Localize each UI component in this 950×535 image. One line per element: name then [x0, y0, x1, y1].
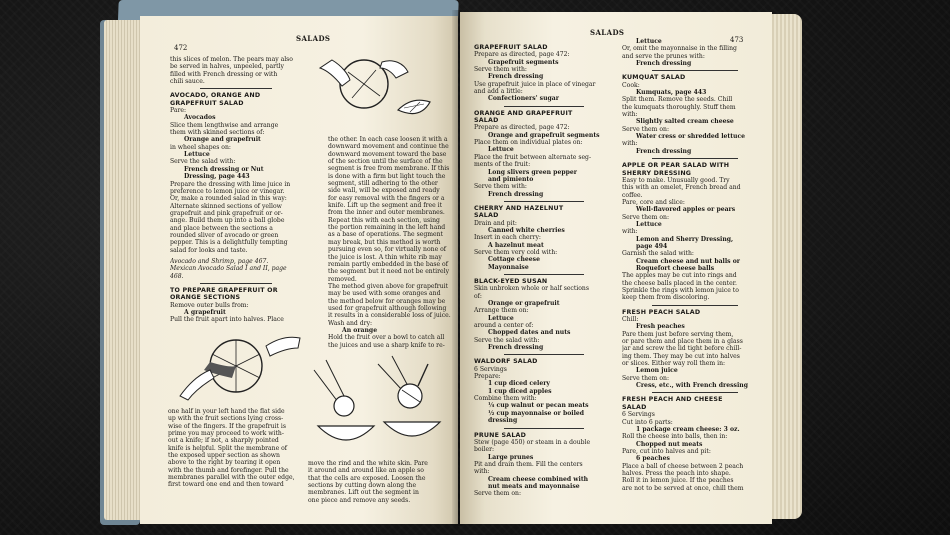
text-line: Mexican Avocado Salad I and II, page: [170, 265, 287, 273]
text-line: first toward one end and then toward: [168, 481, 284, 489]
ingredient-line: French dressing: [488, 190, 544, 198]
text-line: Place a ball of cheese between 2 peach: [622, 462, 744, 470]
text-line: remain partly embedded in the base of: [328, 260, 448, 268]
right-page-header: SALADS: [590, 28, 625, 37]
text-line: Remove outer bulls from:: [170, 301, 249, 309]
ingredient-line: dressing: [488, 417, 518, 425]
text-line: grapefruit and pink grapefruit or or-: [170, 209, 283, 217]
ingredient-line: Lettuce: [488, 314, 514, 322]
text-line: it around and around like an apple so: [308, 467, 424, 475]
text-line: filled with French dressing or with: [170, 70, 278, 78]
ingredient-line: Cress, etc., with French dressing: [636, 382, 748, 390]
recipe-heading: TO PREPARE GRAPEFRUIT OR: [170, 286, 278, 294]
text-line: Insert in each cherry:: [474, 234, 541, 242]
ingredient-line: nut meats and mayonnaise: [488, 482, 580, 490]
text-line: The apples may be cut into rings and: [622, 272, 737, 280]
text-line: Place them on individual plates on:: [474, 139, 583, 147]
text-line: of:: [474, 292, 482, 300]
left-column-1-bottom: [168, 408, 302, 489]
ingredient-line: page 494: [636, 242, 668, 250]
ingredient-line: An orange: [342, 326, 378, 334]
text-line: with:: [622, 111, 638, 119]
recipe-heading: ORANGE AND GRAPEFRUIT: [474, 109, 573, 117]
text-line: side wall, will be exposed and ready: [328, 187, 440, 195]
text-line: Or, omit the mayonnaise in the filling: [622, 45, 737, 53]
page-edges-left: [104, 20, 144, 520]
text-line: knife is helpful. Split the membrane of: [168, 444, 288, 452]
text-line: coffee.: [622, 191, 643, 199]
recipe-heading: SALAD: [622, 403, 647, 411]
section-divider: [504, 274, 584, 275]
page-edges-right: [768, 14, 802, 519]
text-line: rounded sliver of avocado or green: [170, 231, 279, 239]
text-line: Easy to make. Unusually good. Try: [622, 176, 730, 184]
recipe-heading: AVOCADO, ORANGE AND: [170, 92, 261, 100]
text-line: Combine them with:: [474, 395, 537, 403]
text-line: halves. Press the peach into shape.: [622, 469, 731, 477]
ingredient-line: Lettuce: [184, 151, 210, 159]
text-line: with:: [622, 140, 638, 148]
text-line: them with skinned sections of:: [170, 129, 265, 137]
text-line: Stew (page 450) or steam in a double: [474, 438, 591, 446]
text-line: Pare:: [170, 107, 187, 115]
ingredient-line: Lettuce: [636, 220, 662, 228]
text-line: Serve the salad with:: [170, 158, 236, 166]
section-divider: [504, 428, 584, 429]
text-line: knife. Lift up the segment and free it: [328, 202, 443, 210]
recipe-heading: FRESH PEACH AND CHEESE: [622, 396, 723, 404]
recipe-heading: GRAPEFRUIT SALAD: [474, 44, 548, 51]
ingredient-line: French dressing: [488, 73, 544, 81]
text-line: are not to be served at once, chill them: [622, 484, 744, 492]
ingredient-line: Well-flavored apples or pears: [636, 206, 736, 214]
ingredient-line: Lettuce: [636, 38, 662, 45]
ingredient-line: ¼ cup walnut or pecan meats: [488, 402, 589, 410]
text-line: removed.: [328, 275, 357, 283]
ingredient-line: Long slivers green pepper: [488, 168, 577, 176]
text-line: Roll it in lemon juice. If the peaches: [622, 477, 734, 485]
text-line: Wash and dry:: [328, 319, 373, 327]
ingredient-line: Slightly salted cream cheese: [636, 118, 734, 126]
ingredient-line: A hazelnut meat: [488, 241, 544, 249]
text-line: is done with a firm but light touch the: [328, 172, 446, 180]
left-column-1: [170, 56, 302, 324]
ingredient-line: Dressing, page 443: [184, 173, 250, 181]
grapefruit-hands-illustration-top: [312, 50, 450, 134]
recipe-heading: KUMQUAT SALAD: [622, 74, 686, 82]
text-line: this with an omelet, French bread and: [622, 184, 741, 192]
text-line: one half in your left hand the flat side: [168, 408, 285, 415]
text-line: Repeat this with each section, using: [328, 216, 440, 224]
text-line: may be used with some oranges and: [328, 290, 441, 298]
text-line: ange. Build them up into a ball globe: [170, 217, 285, 225]
text-line: preference to lemon juice or vinegar.: [170, 187, 285, 195]
text-line: Chill:: [622, 316, 639, 324]
ingredient-line: Cottage cheese: [488, 256, 540, 264]
text-line: Sprinkle the rings with lemon juice to: [622, 287, 739, 294]
ingredient-line: French dressing: [636, 60, 692, 68]
text-line: Place the fruit between alternate seg-: [474, 153, 592, 161]
text-line: the juice is lost. A thin white rib may: [328, 253, 442, 261]
text-line: with:: [474, 468, 490, 476]
text-line: salad for looks and taste.: [170, 246, 248, 254]
text-line: as a base of operations. The segment: [328, 231, 443, 239]
recipe-heading: CHERRY AND HAZELNUT: [474, 204, 564, 212]
ingredient-line: A grapefruit: [184, 309, 226, 316]
orange-bowl-illustration: [308, 350, 450, 454]
text-line: downward movement toward the base: [328, 150, 447, 158]
text-line: and place between the sections a: [170, 224, 273, 232]
text-line: Skin unbroken whole or half sections: [474, 285, 589, 293]
text-line: boiler:: [474, 446, 495, 454]
text-line: Avocado and Shrimp, page 467.: [170, 257, 269, 265]
ingredient-line: French dressing: [636, 147, 692, 155]
ingredient-line: Canned white cherries: [488, 226, 565, 234]
recipe-heading: SHERRY DRESSING: [622, 169, 692, 177]
text-line: the juices and use a sharp knife to re-: [328, 341, 445, 349]
text-line: 6 Servings: [474, 365, 507, 373]
text-line: Prepare the dressing with lime juice in: [170, 180, 291, 188]
text-line: Cook:: [622, 81, 640, 89]
text-line: and serve the prunes with:: [622, 52, 705, 60]
text-line: pursuing even so, for virtually none of: [328, 246, 447, 254]
text-line: Serve them with:: [474, 66, 527, 74]
text-line: Pare, core and slice:: [622, 198, 685, 206]
text-line: the kumquats thoroughly. Stuff them: [622, 103, 736, 111]
text-line: Serve them very cold with:: [474, 248, 558, 256]
text-line: Serve them on:: [474, 490, 522, 498]
text-line: segment, still adhering to the other: [328, 180, 438, 188]
text-line: segment is free from membrane. If this: [328, 165, 450, 173]
text-line: 468.: [170, 272, 184, 280]
section-divider: [504, 106, 584, 107]
ingredient-line: Grapefruit segments: [488, 58, 559, 66]
ingredient-line: Kumquats, page 443: [636, 89, 707, 97]
ingredient-line: Fresh peaches: [636, 323, 685, 331]
ingredient-line: Large prunes: [488, 453, 534, 461]
section-divider: [652, 158, 738, 159]
left-page: [140, 16, 458, 524]
text-line: 6 Servings: [622, 411, 655, 419]
ingredient-line: French dressing: [488, 344, 544, 352]
text-line: the other. In each case loosen it with a: [328, 136, 448, 143]
text-line: Pare, cut into halves and pit:: [622, 447, 711, 455]
ingredient-line: Roquefort cheese balls: [636, 264, 715, 272]
ingredient-line: Chopped nut meats: [636, 440, 703, 448]
text-line: Use grapefruit juice in place of vinegar: [474, 80, 596, 88]
ingredient-line: ½ cup mayonnaise or boiled: [488, 409, 585, 417]
text-line: Roll the cheese into balls, then in:: [622, 433, 728, 441]
text-line: Serve them on:: [622, 213, 670, 221]
text-line: sections by cutting down along the: [308, 482, 417, 490]
text-line: Serve them with:: [474, 183, 527, 191]
text-line: used for grapefruit although following: [328, 304, 447, 312]
ingredient-line: 1 cup diced celery: [488, 380, 550, 388]
text-line: of the section until the surface of the: [328, 158, 443, 166]
section-divider: [652, 305, 738, 306]
text-line: Cut into 6 parts:: [622, 418, 673, 426]
grapefruit-section-illustration: [170, 326, 310, 406]
left-column-2-bottom: [308, 460, 450, 504]
text-line: Serve them on:: [622, 125, 670, 133]
text-line: it results in a considerable loss of juice.: [328, 312, 451, 320]
text-line: Alternate skinned sections of yellow: [170, 202, 282, 210]
section-divider: [200, 283, 272, 284]
text-line: Drain and pit:: [474, 219, 517, 227]
recipe-heading: SALAD: [474, 117, 499, 125]
text-line: wise of the fingers. If the grapefruit is: [168, 422, 286, 430]
ingredient-line: Avocados: [184, 114, 216, 122]
section-divider: [200, 88, 272, 89]
text-line: Or, make a rounded salad in this way:: [170, 195, 287, 203]
ingredient-line: Lemon and Sherry Dressing,: [636, 235, 734, 243]
text-line: and add a little:: [474, 88, 523, 96]
recipe-heading: APPLE OR PEAR SALAD WITH: [622, 162, 730, 170]
section-divider: [504, 201, 584, 202]
text-line: the portion remaining in the left hand: [328, 224, 446, 232]
recipe-heading: PRUNE SALAD: [474, 431, 527, 439]
ingredient-line: Orange and grapefruit segments: [488, 131, 600, 139]
ingredient-line: Mayonnaise: [488, 263, 529, 271]
left-page-number: 472: [174, 44, 188, 52]
left-column-2: [328, 136, 458, 349]
ingredient-line: 6 peaches: [636, 455, 670, 463]
ingredient-line: Water cress or shredded lettuce: [636, 133, 746, 141]
recipe-heading: BLACK-EYED SUSAN: [474, 277, 548, 285]
text-line: jar and screw the lid tight before chill-: [622, 345, 742, 353]
ingredient-line: Lettuce: [488, 146, 514, 154]
ingredient-line: French dressing or Nut: [184, 165, 264, 173]
text-line: up with the fruit sections lying cross-: [168, 415, 284, 423]
text-line: Serve the salad with:: [474, 336, 540, 344]
ingredient-line: Orange or grapefruit: [488, 300, 560, 307]
recipe-heading: SALAD: [474, 212, 499, 220]
right-page-number: 473: [730, 36, 744, 44]
text-line: ments of the fruit:: [474, 161, 531, 169]
text-line: with:: [622, 228, 638, 236]
text-line: prime you may proceed to work with-: [168, 430, 284, 438]
text-line: Pare them just before serving them,: [622, 330, 734, 338]
text-line: move the rind and the white skin. Pare: [308, 460, 428, 467]
ingredient-line: Cream cheese combined with: [488, 475, 589, 483]
text-line: ing them. They may be cut into halves: [622, 352, 740, 360]
section-divider: [652, 70, 738, 71]
text-line: the segment but it need not be entirely: [328, 268, 450, 276]
text-line: the cheese balls placed in the center.: [622, 279, 737, 287]
right-column-1: [474, 44, 614, 498]
ingredient-line: and pimiento: [488, 175, 534, 183]
text-line: out a knife; if not, a sharply pointed: [168, 437, 279, 445]
text-line: in wheel shapes on:: [170, 143, 231, 151]
recipe-heading: ORANGE SECTIONS: [170, 294, 241, 302]
ingredient-line: 1 cup diced apples: [488, 387, 552, 395]
recipe-heading: FRESH PEACH SALAD: [622, 308, 701, 316]
text-line: may break, but this method is worth: [328, 238, 441, 246]
text-line: around a center of:: [474, 322, 534, 330]
text-line: the exposed upper section as shown: [168, 452, 280, 460]
text-line: Slice them lengthwise and arrange: [170, 121, 279, 129]
text-line: or slices. Either way roll them in:: [622, 360, 726, 368]
text-line: Hold the fruit over a bowl to catch all: [328, 334, 445, 342]
ingredient-line: Chopped dates and nuts: [488, 329, 571, 337]
recipe-heading: WALDORF SALAD: [474, 358, 538, 366]
text-line: above to the right by tearing it open: [168, 459, 281, 467]
section-divider: [504, 354, 584, 355]
ingredient-line: Cream cheese and nut balls or: [636, 257, 741, 265]
text-line: membranes parallel with the outer edge,: [168, 474, 295, 482]
text-line: Prepare as directed, page 472:: [474, 124, 570, 132]
text-line: the method below for oranges may be: [328, 297, 446, 305]
text-line: keep them from discoloring.: [622, 294, 710, 302]
text-line: pepper. This is a delightfully tempting: [170, 239, 288, 247]
text-line: Arrange them on:: [474, 307, 529, 315]
text-line: Garnish the salad with:: [622, 250, 694, 258]
recipe-heading: GRAPEFRUIT SALAD: [170, 99, 244, 107]
text-line: chili sauce.: [170, 78, 205, 86]
ingredient-line: Orange and grapefruit: [184, 136, 261, 144]
text-line: that the cells are exposed. Loosen the: [308, 474, 426, 482]
ingredient-line: Lemon juice: [636, 367, 678, 375]
ingredient-line: Confectioners' sugar: [488, 95, 559, 103]
ingredient-line: 1 package cream cheese: 3 oz.: [636, 425, 740, 433]
text-line: Prepare:: [474, 373, 501, 381]
text-line: this slices of melon. The pears may also: [170, 56, 293, 63]
right-column-2: [622, 38, 768, 492]
section-divider: [652, 392, 738, 393]
right-page: [460, 12, 772, 524]
text-line: Serve them on:: [622, 374, 670, 382]
text-line: one piece and remove any seeds.: [308, 496, 411, 504]
text-line: for easy removal with the fingers or a: [328, 194, 445, 202]
text-line: Pull the fruit apart into halves. Place: [170, 316, 284, 324]
text-line: Prepare as directed, page 472:: [474, 51, 570, 59]
text-line: from the inner and outer membranes.: [328, 209, 445, 217]
text-line: membranes. Lift out the segment in: [308, 489, 419, 497]
text-line: Pit and drain them. Fill the centers: [474, 460, 583, 468]
text-line: be served in halves, unpeeled, partly: [170, 63, 284, 71]
text-line: with the thumb and forefinger. Pull the: [168, 466, 289, 474]
text-line: or pare them and place them in a glass: [622, 338, 743, 346]
text-line: Split them. Remove the seeds. Chill: [622, 96, 733, 104]
text-line: downward movement and continue the: [328, 143, 449, 151]
left-page-header: SALADS: [296, 34, 331, 43]
text-line: The method given above for grapefruit: [328, 282, 448, 290]
